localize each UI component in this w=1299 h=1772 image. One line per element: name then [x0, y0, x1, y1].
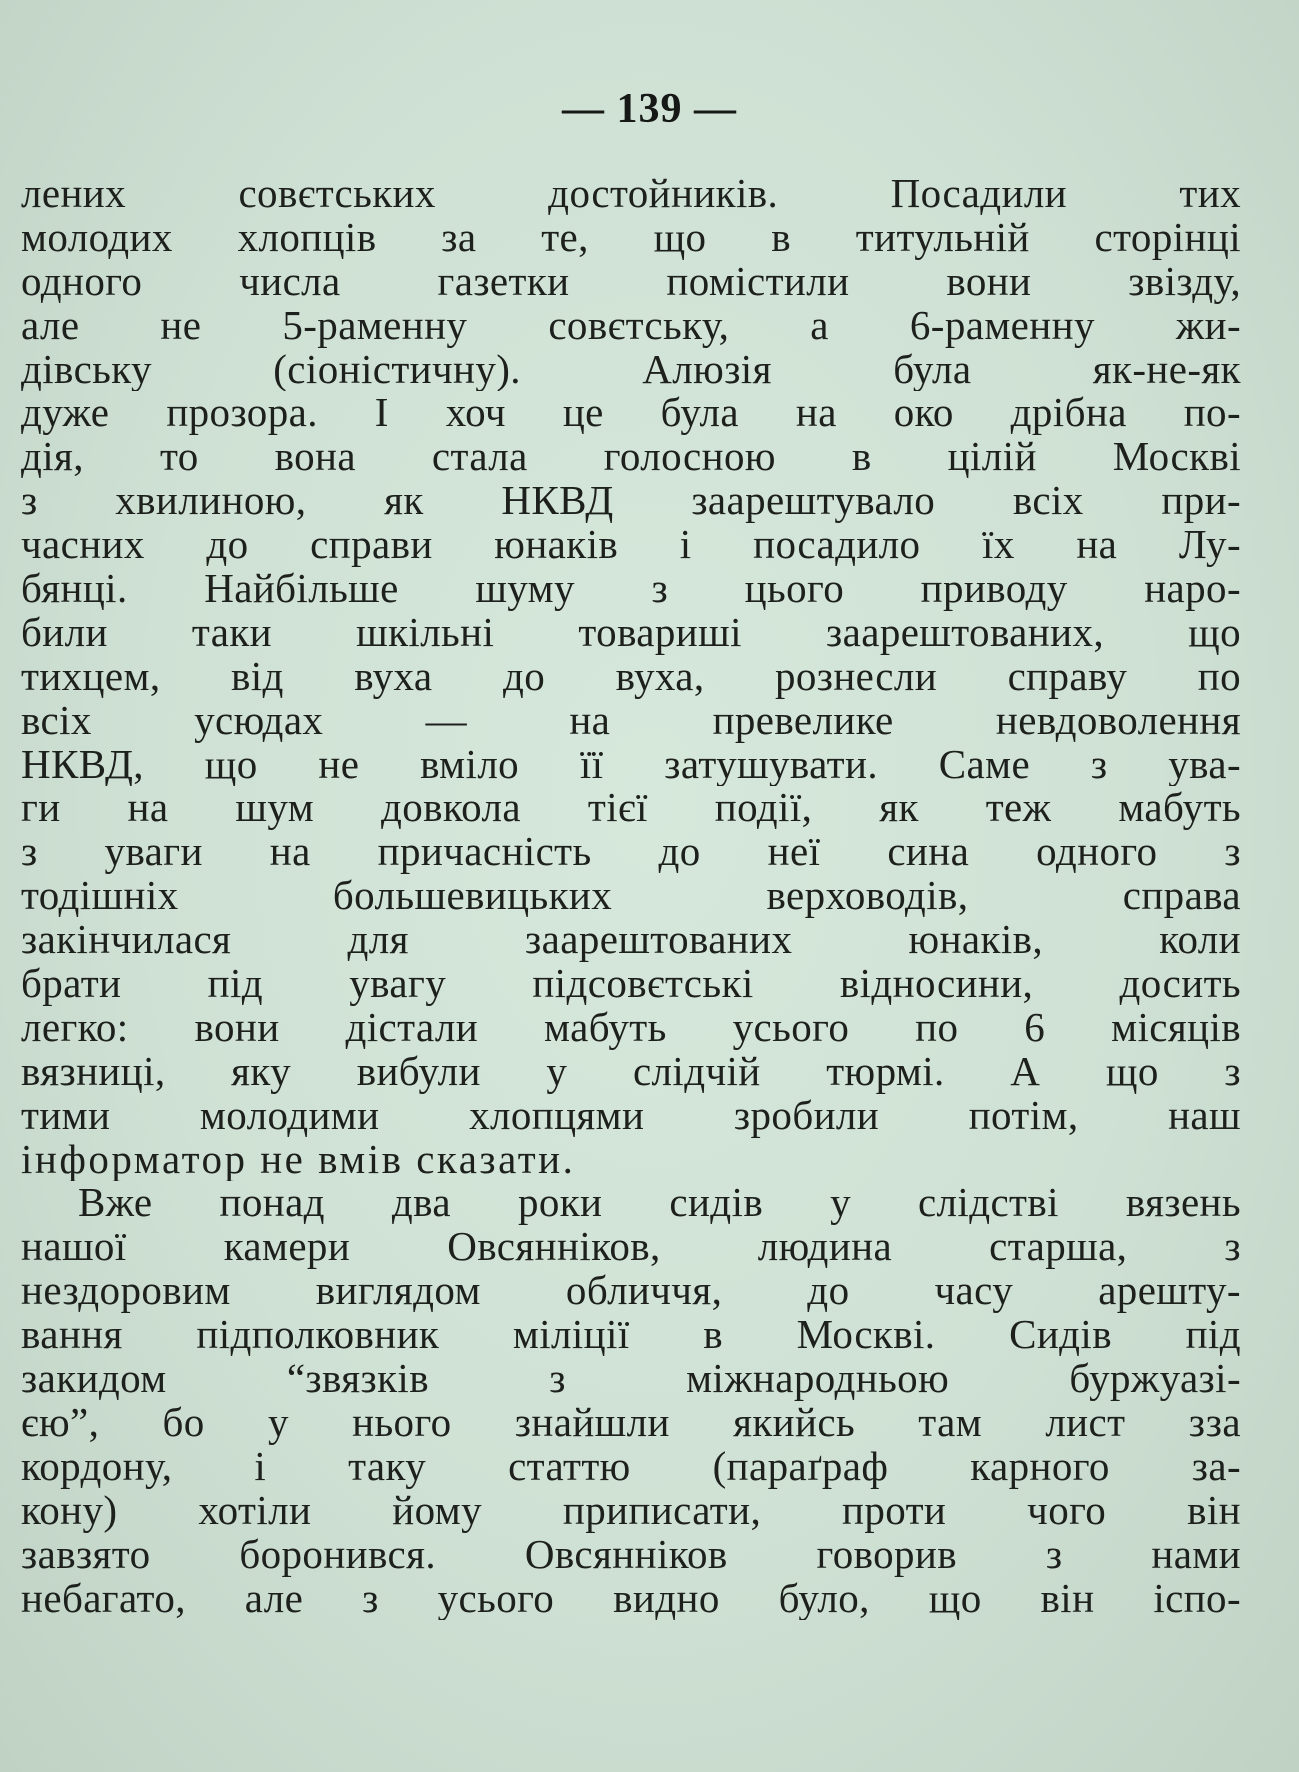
text-line: закидом “звязків з міжнародньою буржуазі- [21, 1357, 1241, 1401]
text-line: нашої камери Овсянніков, людина старша, з [21, 1225, 1241, 1270]
text-line: вання підполковник міліції в Москві. Сидів під [21, 1313, 1241, 1358]
paragraph-end-line: інформатор не вмів сказати. [21, 1137, 576, 1182]
text-line: дія, то вона стала голосною в цілій Москві [21, 435, 1241, 480]
text-line: закінчилася для заарештованих юнаків, коли [21, 918, 1241, 963]
text-line: нездоровим виглядом обличчя, до часу арешту- [21, 1269, 1241, 1314]
text-line: завзято боронився. Овсянніков говорив з нами [21, 1532, 1241, 1577]
text-line: тодішніх большевицьких верховодів, справа [21, 874, 1241, 919]
text-line: молодих хлопців за те, що в титульній сторінці [21, 215, 1241, 260]
text-line: кордону, і таку статтю (параґраф карного за- [21, 1444, 1241, 1489]
page-number: — 139 — [562, 86, 737, 132]
text-line: всіх усюдах — на превелике невдоволення [21, 698, 1241, 743]
text-line: кону) хотіли йому приписати, проти чого він [21, 1488, 1241, 1533]
text-line: бянці. Найбільше шуму з цього приводу наро- [21, 567, 1241, 611]
text-line: дуже прозора. І хоч це була на око дрібна по- [21, 391, 1241, 436]
text-line: брати під увагу підсовєтські відносини, досить [21, 962, 1241, 1006]
text-line: лених совєтських достойників. Посадили тих [21, 172, 1241, 216]
text-line: вязниці, яку вибули у слідчій тюрмі. А що з [21, 1049, 1241, 1094]
paragraph-first-line: Вже понад два роки сидів у слідстві вязень [78, 1181, 1241, 1226]
text-line: єю”, бо у нього знайшли якийсь там лист зза [21, 1400, 1241, 1445]
text-line: з хвилиною, як НКВД заарештувало всіх при- [21, 479, 1241, 524]
body-text [21, 172, 1241, 1620]
text-line: дівську (сіоністичну). Алюзія була як-не-як [21, 347, 1241, 392]
text-line: з уваги на причасність до неї сина одного з [21, 830, 1241, 875]
text-line: одного числа газетки помістили вони звізду, [21, 259, 1241, 304]
text-line: тихцем, від вуха до вуха, рознесли справу по [21, 654, 1241, 699]
text-line: НКВД, що не вміло її затушувати. Саме з ува- [21, 742, 1241, 787]
text-line: легко: вони дістали мабуть усього по 6 місяців [21, 1005, 1241, 1050]
text-line: тими молодими хлопцями зробили потім, наш [21, 1093, 1241, 1138]
text-line: небагато, але з усього видно було, що він іспо- [21, 1576, 1241, 1621]
text-line: але не 5-раменну совєтську, а 6-раменну жи- [21, 303, 1241, 348]
text-line: били таки шкільні товариші заарештованих, що [21, 610, 1241, 655]
text-line: ги на шум довкола тієї події, як теж мабуть [21, 786, 1241, 831]
text-line: часних до справи юнаків і посадило їх на Лу- [21, 523, 1241, 568]
